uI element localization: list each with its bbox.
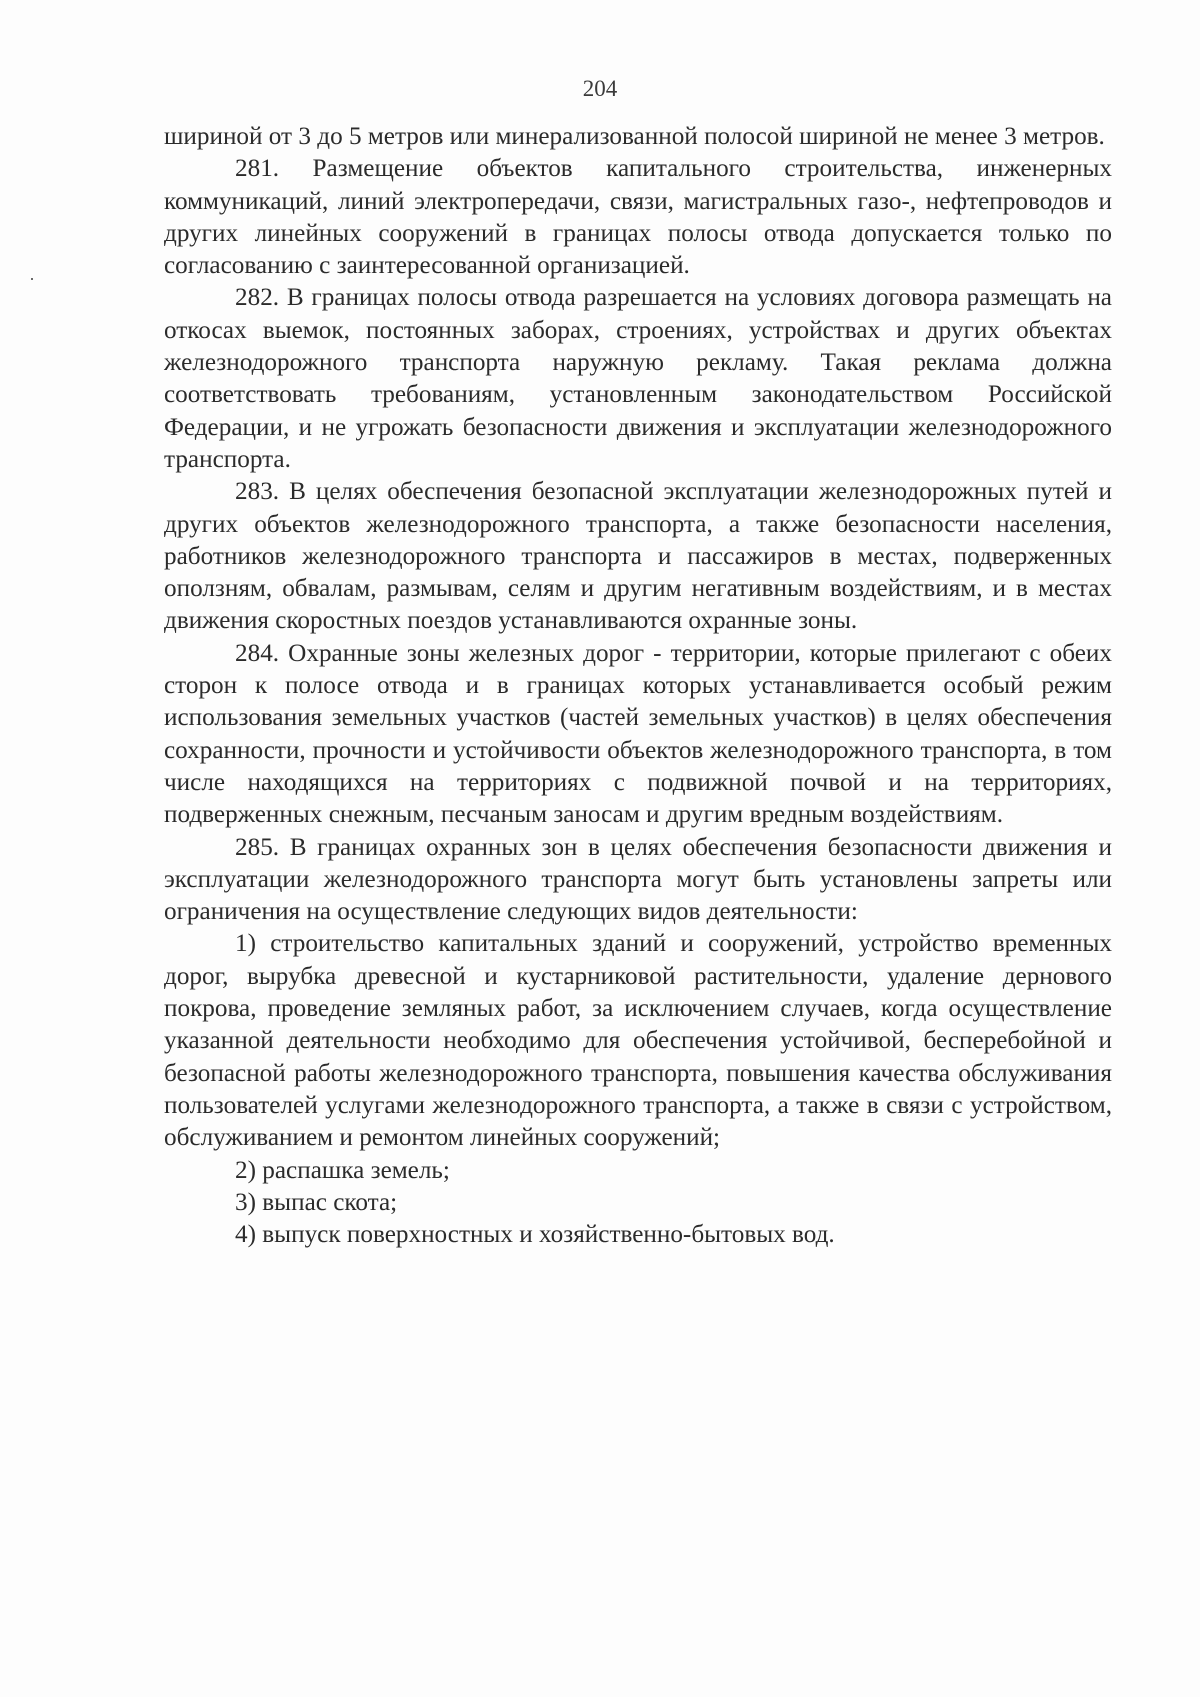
paragraph-continuation: шириной от 3 до 5 метров или минерализованной полосой шириной не менее 3 метров. [164,123,1105,150]
paragraph-282: 282. В границах полосы отвода разрешается на условиях договора размещать на откосах выемок, постоянных заборах, строениях, устройствах и других объектах железнодорожного транспорта наружную рекламу. Такая реклама должна соответствовать требованиям, установленным законодательством Российской Федерации, и не угрожать безопасности движения и эксплуатации железнодорожного транспорта. [164,284,1112,473]
list-item: 2) распашка земель; [235,1156,450,1184]
paragraph-283: 283. В целях обеспечения безопасной эксплуатации железнодорожных путей и других объектов железнодорожного транспорта, а также безопасности населения, работников железнодорожного транспорта и пассажиров в местах, подверженных оползням, обвалам, размывам, селям и другим негативным воздействиям, и в местах движения скоростных поездов устанавливаются охранные зоны. [164,478,1112,635]
scan-speck [31,278,33,280]
paragraph-281: 281. Размещение объектов капитального строительства, инженерных коммуникаций, линий электропередачи, связи, магистральных газо-, нефтепроводов и других линейных сооружений в границах полосы отвода допускается только по согласованию с заинтересованной организацией. [164,155,1112,280]
page-number: 204 [582,76,618,101]
paragraph-285: 285. В границах охранных зон в целях обеспечения безопасности движения и эксплуатации железнодорожного транспорта могут быть установлены запреты или ограничения на осуществление следующих видов деятельности: [164,833,1112,926]
paragraph-284: 284. Охранные зоны железных дорог - территории, которые прилегают с обеих сторон к полосе отвода и в границах которых устанавливается особый режим использования земельных участков (частей земельных участков) в целях обеспечения сохранности, прочности и устойчивости объектов железнодорожного транспорта, в том числе находящихся на территориях с подвижной почвой и на территориях, подверженных снежным, песчаным заносам и другим вредным воздействиям. [164,639,1112,829]
document-body [164,121,1112,1251]
list-item: 3) выпас скота; [235,1188,398,1216]
list-item: 4) выпуск поверхностных и хозяйственно-бытовых вод. [235,1221,835,1249]
activity-list [164,928,1112,1251]
list-item: 1) строительство капитальных зданий и сооружений, устройство временных дорог, вырубка древесной и кустарниковой растительности, удаление дернового покрова, проведение земляных работ, за исключением случаев, когда осуществление указанной деятельности необходимо для обеспечения устойчивой, бесперебойной и безопасной работы железнодорожного транспорта, повышения качества обслуживания пользователей услугами железнодорожного транспорта, а также в связи с устройством, обслуживанием и ремонтом линейных сооружений; [164,930,1112,1152]
